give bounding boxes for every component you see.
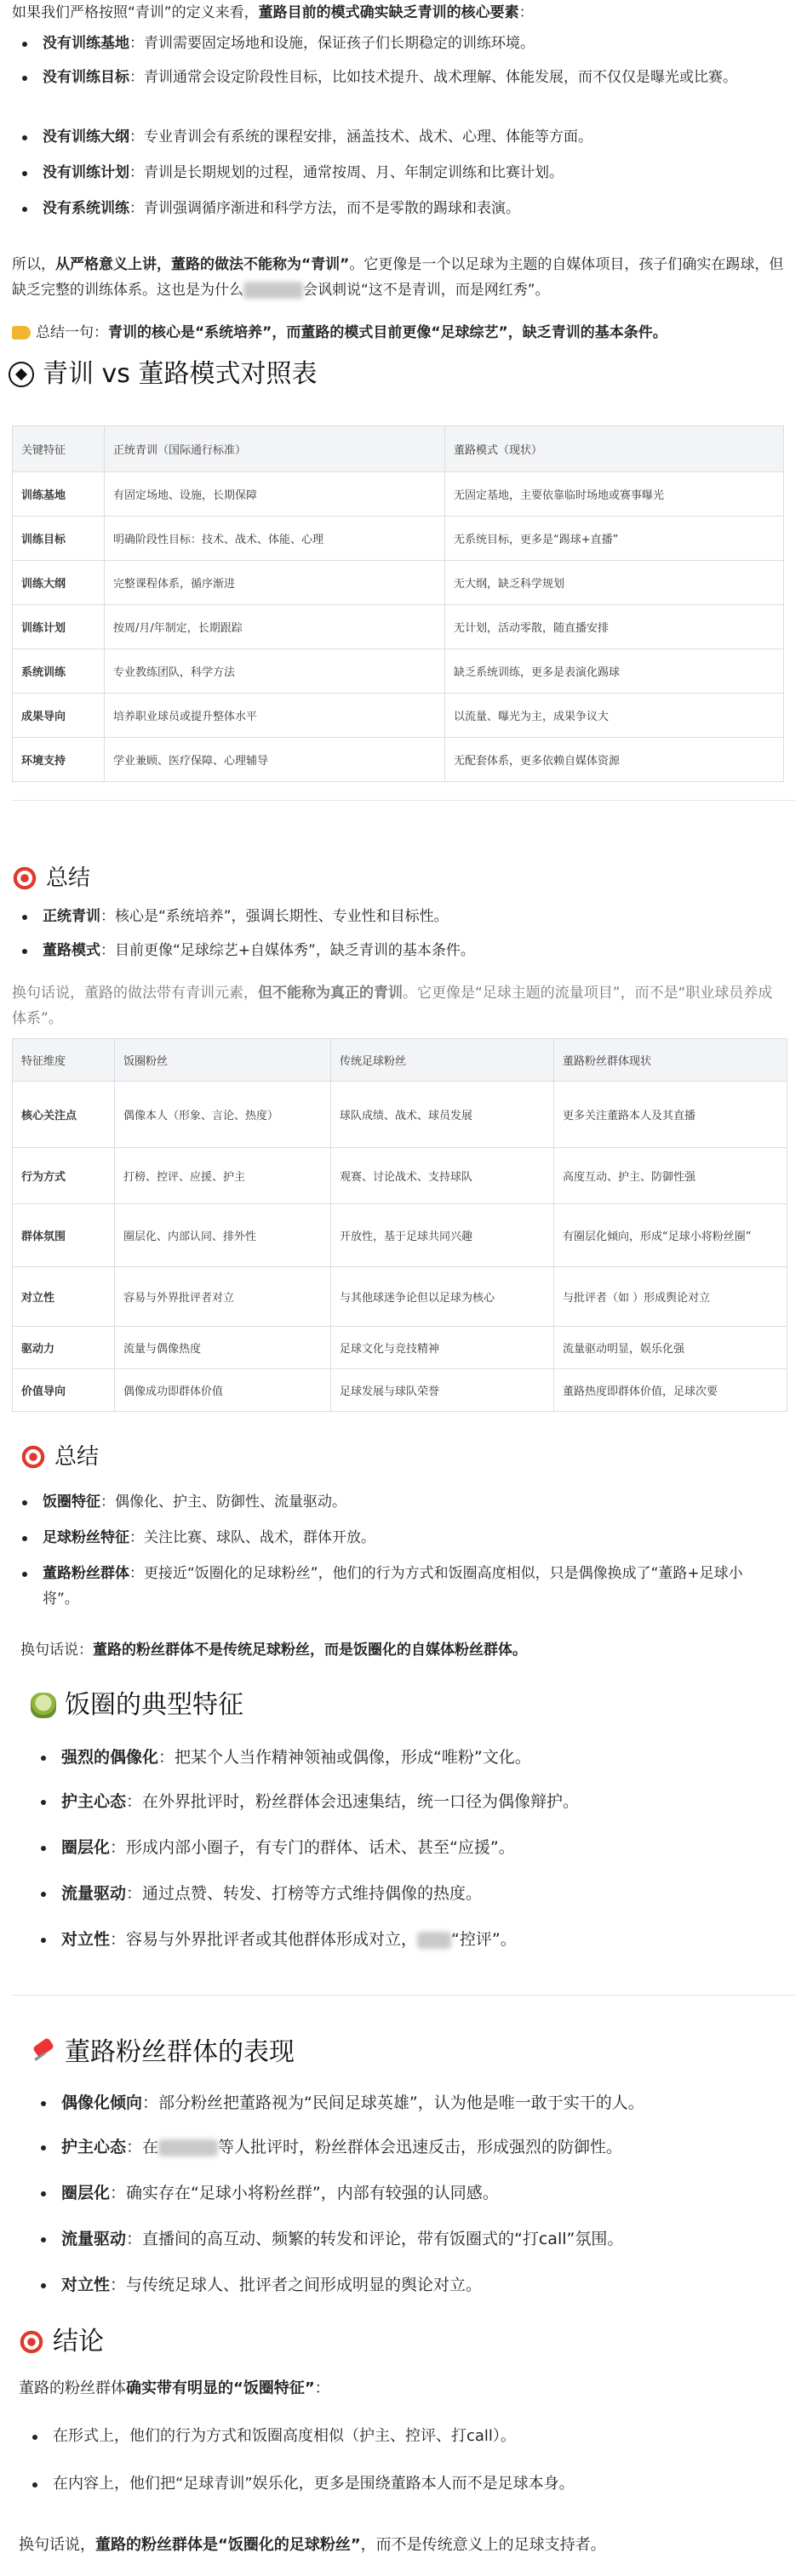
- divider: [12, 1995, 795, 1996]
- list-item: 没有训练基地：青训需要固定场地和设施，保证孩子们长期稳定的训练环境。: [0, 31, 807, 65]
- table-header-row: 特征维度 饭圈粉丝 传统足球粉丝 董路粉丝群体现状: [13, 1039, 787, 1082]
- compare-heading: 青训 vs 董路模式对照表: [9, 356, 317, 393]
- list-item: 正统青训：核心是“系统培养”，强调长期性、专业性和目标性。: [0, 904, 807, 938]
- table-header-row: 关键特征 正统青训（国际通行标准） 董路模式（现状）: [13, 426, 784, 472]
- list-item: 董路粉丝群体：更接近“饭圈化的足球粉丝”，他们的行为方式和饭圈高度相似，只是偶像换成了“董路+足球小将”。: [0, 1561, 807, 1620]
- compare-table: [12, 426, 784, 782]
- summary1-heading: 总结: [12, 860, 90, 897]
- pushpin-icon: [31, 2040, 56, 2065]
- table-row: 训练计划 按周/月/年制定，长期跟踪 无计划，活动零散，随直播安排: [13, 605, 784, 649]
- table-row: 行为方式 打榜、控评、应援、护主 观赛、讨论战术、支持球队 高度互动、护主、防御性强: [13, 1148, 787, 1204]
- target-icon: [20, 1444, 46, 1470]
- conclusion-list: [10, 2424, 807, 2519]
- soccer-ball-icon: [9, 362, 34, 387]
- list-item: 护主心态：在外界批评时，粉丝群体会迅速集结，统一口径为偶像辩护。: [19, 1787, 807, 1833]
- table-row: 成果导向 培养职业球员或提升整体水平 以流量、曝光为主，成果争议大: [13, 694, 784, 738]
- table-row: 驱动力 流量与偶像热度 足球文化与竞技精神 流量驱动明显，娱乐化强: [13, 1327, 787, 1369]
- list-item: 没有训练目标：青训通常会设定阶段性目标，比如技术提升、战术理解、体能发展，而不仅仅是曝光或比赛。: [0, 65, 807, 124]
- list-item: 流量驱动：通过点赞、转发、打榜等方式维持偶像的热度。: [19, 1879, 807, 1925]
- table-row: 环境支持 学业兼顾、医疗保障、心理辅导 无配套体系，更多依赖自媒体资源: [13, 738, 784, 782]
- summary2-list: [0, 1489, 807, 1620]
- pointing-hand-icon: [12, 326, 31, 340]
- summary2-heading: 总结: [20, 1438, 99, 1476]
- list-item: 偶像化倾向：部分粉丝把董路视为“民间足球英雄”，认为他是唯一敢于实干的人。: [19, 2088, 807, 2133]
- bowl-icon: [31, 1693, 56, 1718]
- intro-pre: 如果我们严格按照“青训”的定义来看，: [12, 4, 259, 21]
- list-item: 圈层化：形成内部小圈子，有专门的群体、话术、甚至“应援”。: [19, 1833, 807, 1879]
- intro-bold: 董路目前的模式确实缺乏青训的核心要素: [258, 4, 519, 21]
- target-icon: [19, 2329, 44, 2355]
- table-row: 系统训练 专业教练团队，科学方法 缺乏系统训练，更多是表演化踢球: [13, 649, 784, 694]
- intro-post: ：: [518, 4, 534, 21]
- list-item: 护主心态：在 等人批评时，粉丝群体会迅速反击，形成强烈的防御性。: [19, 2133, 807, 2179]
- table-row: 价值导向 偶像成功即群体价值 足球发展与球队荣誉 董路热度即群体价值，足球次要: [13, 1369, 787, 1412]
- redacted-name: [158, 2139, 218, 2156]
- intro-section: [0, 0, 807, 26]
- intro-text: [0, 0, 807, 26]
- target-icon: [12, 865, 37, 891]
- list-item: 流量驱动：直播间的高互动、频繁的转发和评论，带有饭圈式的“打call”氛围。: [19, 2225, 807, 2270]
- summary-line: 总结一句：青训的核心是“系统培养”，而董路的模式目前更像“足球综艺”，缺乏青训的基本条件。: [12, 320, 795, 346]
- list-item: 在内容上，他们把“足球青训”娱乐化，更多是围绕董路本人而不是足球本身。: [10, 2471, 807, 2519]
- conclusion-paragraph: 所以，从严格意义上讲，董路的做法不能称为“青训”。它更像是一个以足球为主题的自媒体项目，孩子们确实在踢球，但缺乏完整的训练体系。这也是为什么 会讽刺说“这不是青训，而是网红秀”。: [12, 256, 784, 299]
- conclusion-heading: 结论: [19, 2323, 104, 2361]
- list-item: 足球粉丝特征：关注比赛、球队、战术，群体开放。: [0, 1525, 807, 1561]
- summary1-list: [0, 904, 807, 972]
- table-row: 训练大纲 完整课程体系，循序渐进 无大纲，缺乏科学规划: [13, 561, 784, 605]
- fandom-heading: 饭圈的典型特征: [31, 1687, 243, 1724]
- fans-table: [12, 1038, 787, 1412]
- summary1-paragraph: 换句话说，董路的做法带有青训元素，但不能称为真正的青训。它更像是“足球主题的流量项目”，而不是“职业球员养成体系”。: [12, 985, 773, 1027]
- redacted-word: [417, 1932, 451, 1949]
- conclusion-lead: 董路的粉丝群体确实带有明显的“饭圈特征”：: [19, 2379, 330, 2397]
- list-item: 没有系统训练：青训强调循序渐进和科学方法，而不是零散的踢球和表演。: [0, 196, 807, 230]
- table-row: 训练基地 有固定场地、设施，长期保障 无固定基地，主要依靠临时场地或赛事曝光: [13, 472, 784, 517]
- dongfans-heading: 董路粉丝群体的表现: [31, 2034, 295, 2071]
- list-item: 圈层化：确实存在“足球小将粉丝群”，内部有较强的认同感。: [19, 2179, 807, 2225]
- list-item: 在形式上，他们的行为方式和饭圈高度相似（护主、控评、打call）。: [10, 2424, 807, 2471]
- missing-elements-list: [0, 31, 807, 230]
- list-item: 对立性：与传统足球人、批评者之间形成明显的舆论对立。: [19, 2270, 807, 2316]
- table-row: 核心关注点 偶像本人（形象、言论、热度） 球队成绩、战术、球员发展 更多关注董路本人及其直播: [13, 1082, 787, 1148]
- list-item: 饭圈特征：偶像化、护主、防御性、流量驱动。: [0, 1489, 807, 1525]
- summary2-paragraph: 换句话说：董路的粉丝群体不是传统足球粉丝，而是饭圈化的自媒体粉丝群体。: [20, 1642, 527, 1659]
- table-row: 群体氛围 圈层化、内部认同、排外性 开放性，基于足球共同兴趣 有圈层化倾向，形成“足球小将粉丝圈”: [13, 1204, 787, 1267]
- divider: [12, 800, 795, 801]
- table-row: 对立性 容易与外界批评者对立 与其他球迷争论但以足球为核心 与批评者（如 ）形成舆论对立: [13, 1267, 787, 1327]
- list-item: 没有训练计划：青训是长期规划的过程，通常按周、月、年制定训练和比赛计划。: [0, 160, 807, 196]
- dongfans-list: [19, 2088, 807, 2316]
- list-item: 董路模式：目前更像“足球综艺+自媒体秀”，缺乏青训的基本条件。: [0, 938, 807, 972]
- list-item: 对立性：容易与外界批评者或其他群体形成对立， “控评”。: [19, 1925, 807, 1971]
- fandom-list: [19, 1743, 807, 1971]
- redacted-name: [243, 282, 303, 299]
- table-row: 训练目标 明确阶段性目标：技术、战术、体能、心理 无系统目标，更多是“踢球+直播”: [13, 517, 784, 561]
- list-item: 强烈的偶像化：把某个人当作精神领袖或偶像，形成“唯粉”文化。: [19, 1743, 807, 1787]
- list-item: 没有训练大纲：专业青训会有系统的课程安排，涵盖技术、战术、心理、体能等方面。: [0, 124, 807, 160]
- final-paragraph: 换句话说，董路的粉丝群体是“饭圈化的足球粉丝”，而不是传统意义上的足球支持者。: [19, 2536, 606, 2554]
